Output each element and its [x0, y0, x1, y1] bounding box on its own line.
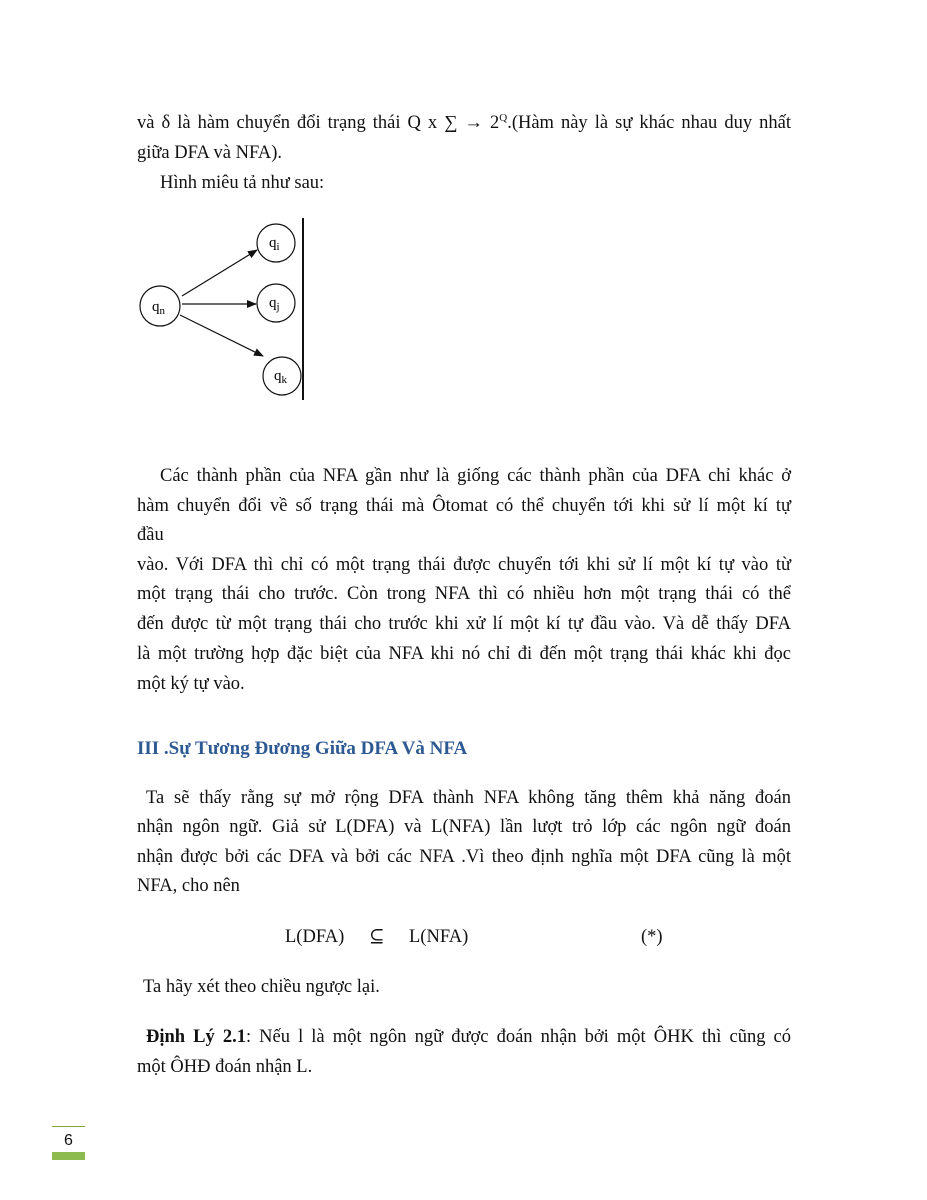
page-number-accent-bar [52, 1152, 85, 1160]
converse-sentence: Ta hãy xét theo chiều ngược lại. [143, 977, 380, 997]
state-qj-base: q [269, 295, 277, 311]
para2-line4: vào. Với DFA thì chỉ có một trạng thái được chuyển tới khi sử lí một kí tự vào từ [137, 555, 791, 575]
theorem-line2: một ÔHĐ đoán nhận L. [137, 1057, 313, 1077]
formula-left: L(DFA) [285, 927, 345, 947]
transition-arrow-qn-qi [182, 250, 257, 296]
state-qn-sub: n [159, 305, 165, 317]
para1-superscript: Q [499, 112, 508, 124]
para3-line1: Ta sẽ thấy rằng sự mở rộng DFA thành NFA không tăng thêm khả năng đoán [146, 788, 791, 808]
para3-line2: nhận ngôn ngữ. Giả sử L(DFA) và L(NFA) lần lượt trỏ lớp các ngôn ngữ đoán [137, 817, 791, 837]
state-qi [257, 224, 295, 262]
state-qj-sub: j [276, 301, 280, 313]
formula-right: L(NFA) [409, 927, 469, 947]
formula-tag: (*) [641, 927, 663, 947]
formula-subset-symbol: ⊆ [369, 927, 385, 947]
para3-line4: NFA, cho nên [137, 876, 240, 896]
para2-line7: là một trường hợp đặc biệt của NFA khi nó chỉ đi đến một trạng thái khác khi đọc [137, 644, 791, 664]
para2-line3: đầu [137, 525, 164, 545]
state-qk-sub: k [281, 374, 287, 386]
state-qj [257, 284, 295, 322]
section-heading: III .Sự Tương Đương Giữa DFA Và NFA [137, 738, 468, 759]
state-qk-base: q [274, 368, 282, 384]
state-qk [263, 357, 301, 395]
state-qi-sub: i [276, 241, 280, 253]
nfa-transition-diagram [130, 212, 320, 407]
para1-line1-text-a: và δ là hàm chuyển đổi trạng thái Q x ∑ → 2 [137, 113, 500, 133]
para2-line6: đến được từ một trạng thái cho trước khi xử lí một kí tự đầu vào. Và dễ thấy DFA [137, 614, 791, 634]
para2-line5: một trạng thái cho trước. Còn trong NFA thì có nhiều hơn một trạng thái có thể [137, 584, 791, 604]
para1-line1 [137, 114, 791, 133]
state-qn [140, 286, 180, 326]
para1-line2: giữa DFA và NFA). [137, 143, 283, 163]
page-number-rule [52, 1126, 85, 1127]
page-number: 6 [64, 1132, 73, 1149]
theorem-text: : Nếu l là một ngôn ngữ được đoán nhận bởi một ÔHK thì cũng có [245, 1027, 792, 1047]
figure-intro: Hình miêu tả như sau: [160, 173, 325, 193]
para3-line3: nhận được bởi các DFA và bởi các NFA .Vì theo định nghĩa một DFA cũng là một [137, 847, 791, 867]
para2-line1: Các thành phần của NFA gần như là giống các thành phần của DFA chỉ khác ở [160, 466, 791, 486]
para2-line2: hàm chuyển đổi về số trạng thái mà Ôtomat có thể chuyển tới khi sử lí một kí tự [137, 496, 791, 516]
para1-line1-text-b: .(Hàm này là sự khác nhau duy nhất [507, 113, 791, 133]
para2-line8: một ký tự vào. [137, 674, 245, 694]
transition-arrow-qn-qk [180, 315, 263, 356]
state-qi-base: q [269, 235, 277, 251]
state-qn-base: q [152, 299, 160, 315]
theorem-label: Định Lý 2.1 [146, 1027, 246, 1047]
theorem-line1 [146, 1028, 791, 1047]
